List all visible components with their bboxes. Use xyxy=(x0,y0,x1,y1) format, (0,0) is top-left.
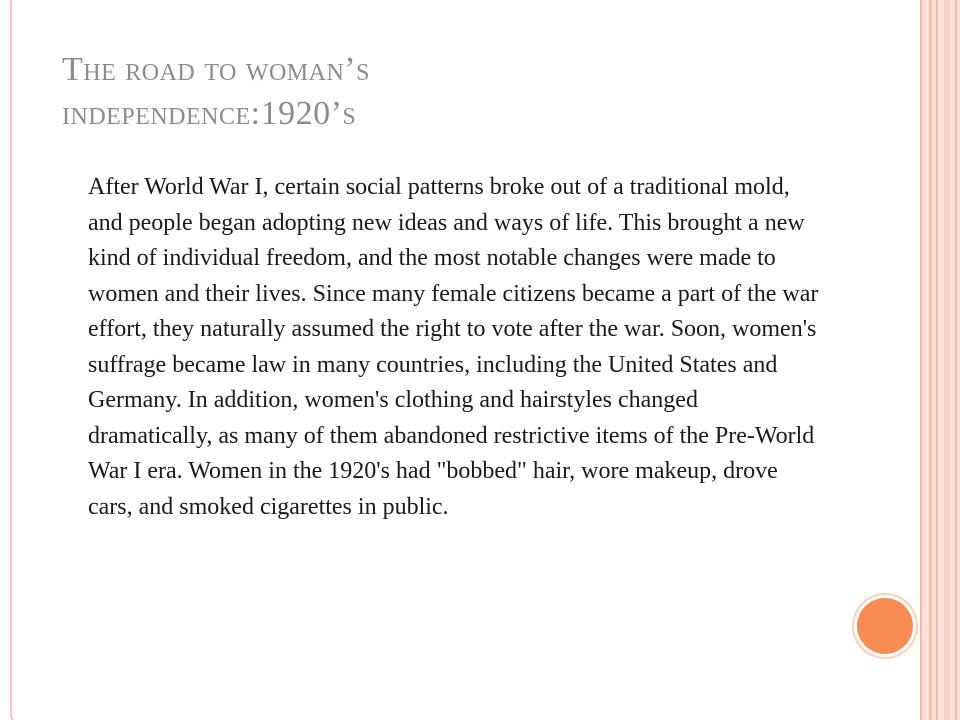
accent-circle-icon xyxy=(857,598,913,654)
slide-title xyxy=(62,48,822,136)
slide-body-text: After World War I, certain social patterns broke out of a traditional mold, and people began adopting new ideas and ways of life. This brought a new kind of individual freedom, and the most notable changes were made to women and their lives. Since many female citizens became a part of the war effort, they naturally assumed the right to vote after the war. Soon, women's suffrage became law in many countries, including the United States and Germany. In addition, women's clothing and hairstyles changed dramatically, as many of them abandoned restrictive items of the Pre-World War I era. Women in the 1920's had "bobbed" hair, wore makeup, drove cars, and smoked cigarettes in public. xyxy=(88,174,819,520)
side-band-stripe xyxy=(955,0,957,720)
side-band-stripe xyxy=(929,0,932,720)
side-band-stripe xyxy=(944,0,950,720)
slide-title-line-2: independence:1920’s xyxy=(62,95,357,132)
slide-title-line-1: The road to woman’s xyxy=(62,51,370,88)
decorative-side-band xyxy=(920,0,960,720)
side-band-stripe xyxy=(936,0,938,720)
side-band-stripe xyxy=(920,0,922,720)
